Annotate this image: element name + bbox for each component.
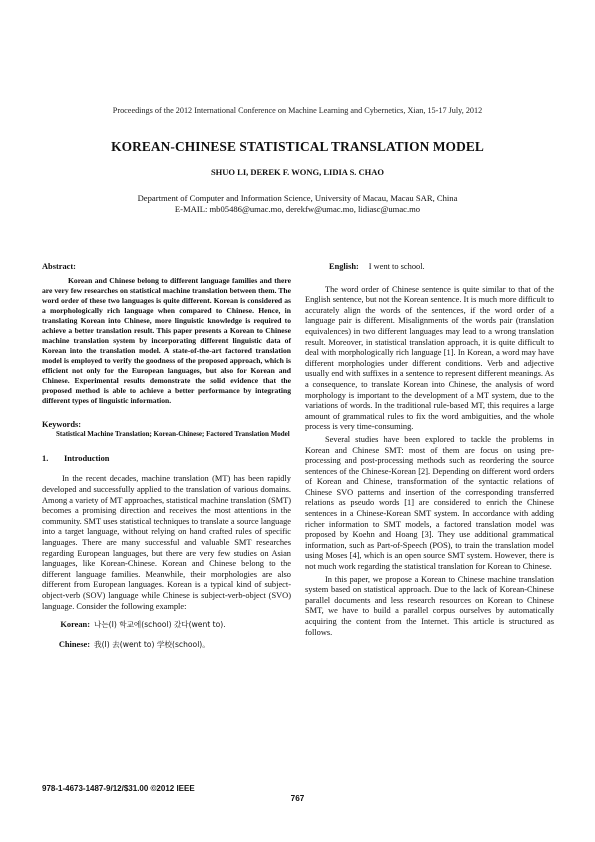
section-heading <box>42 454 291 465</box>
page-number: 767 <box>290 794 305 803</box>
korean-example: 나는(I) 학교에(school) 갔다(went to). <box>94 620 226 630</box>
email-line: E-MAIL: mb05486@umac.mo, derekfw@umac.mo, lidiasc@umac.mo <box>174 204 421 214</box>
proceedings-header: Proceedings of the 2012 International Conference on Machine Learning and Cybernetics, Xian, 15-17 July, 2012 <box>112 106 483 115</box>
left-column <box>42 262 291 652</box>
chinese-label: Chinese: <box>58 640 90 650</box>
affiliation-block <box>0 193 595 215</box>
keywords-text: Statistical Machine Translation; Korean-Chinese; Factored Translation Model <box>56 430 290 439</box>
right-column <box>305 262 554 640</box>
paper-title: KOREAN-CHINESE STATISTICAL TRANSLATION MODEL <box>111 139 484 154</box>
section-title: Introduction <box>64 453 110 463</box>
english-example: I went to school. <box>368 262 425 271</box>
english-label: English: <box>329 262 359 271</box>
example-korean <box>42 617 291 632</box>
isbn-footer: 978-1-4673-1487-9/12/$31.00 ©2012 IEEE <box>42 784 195 793</box>
body-paragraph-2: Several studies have been explored to tackle the problems in Korean and Chinese SMT: most of them are focus on using pre-processing and post-processing methods such as reordering the source sentences of the Chinese-Korean [2]. Depending on different word orders of Korean and Chinese, transformation of the syntactic relations of Chinese SVO patterns and insertion of the corresponding transferred relations as pseudo words [1] are considered to enrich the Chinese sentences in a Chinese-Korean SMT system. In accordance with adding richer information to SMT models, a factored translation model was proposed by Koehn and Hoang [3]. They use additional grammatical information, such as Part-of-Speech (POS), to train the translation model using Moses [4], which is an open source SMT system. However, there is not much work regarding the statistical translation for Korean to Chinese. <box>305 434 554 572</box>
keywords-heading: Keywords: <box>42 419 82 429</box>
abstract-text: Korean and Chinese belong to different language families and there are very few researches on statistical machine translation between them. The word order of these two languages is quite different. Korean is considered as a morphologically rich language when compared to Chinese. Hence, in translating Korean into Chinese, more linguistic knowledge is required to achieve a better translation result. This paper presents a Korean to Chinese machine translation system by incorporating different linguistic data of Korean into the translation model. A state-of-the-art factored translation model is employed to verify the goodness of the proposed approach, which is efficient not only for the European languages, but also for Korean and Chinese. Experimental results demonstrate the solid evidence that the proposed method is able to achieve a better performance by integrating different types of linguistic information. <box>42 275 291 405</box>
section-number: 1. <box>42 453 49 463</box>
affiliation: Department of Computer and Information Science, University of Macau, Macau SAR, China <box>137 193 458 203</box>
example-chinese <box>42 637 291 652</box>
korean-label: Korean: <box>60 620 90 630</box>
body-paragraph-3: In this paper, we propose a Korean to Chinese machine translation system based on statistical approach. Due to the lack of Korean-Chinese parallel documents and less research resources on Korean to Chinese SMT, we have to build a parallel corpus ourselves by automatically acquiring the content from the Internet. This article is structured as follows. <box>305 574 554 637</box>
abstract-heading: Abstract: <box>42 262 76 271</box>
chinese-example: 我(I) 去(went to) 学校(school)。 <box>94 640 210 650</box>
example-english <box>329 262 554 273</box>
body-paragraph-1: The word order of Chinese sentence is quite similar to that of the English sentence, but not the Korean sentence. It is much more difficult to accurately align the words of the sentences, if the word order of a language pair is different. Misalignments of the words pair (translation equivalences) in two different languages may lead to a wrong translation result. Moreover, in statistical translation approach, it is quite difficult to deal with morphologically rich language [1]. In Korean, a word may have different morphologies under different conditions. Verb and adjective usually end with suffixes in a sentence to represent different meanings. As a consequence, to translate Korean into Chinese, the analysis of word morphology is important to the development of a MT system, due to the variations of words. In the traditional rule-based MT, this requires a large amount of grammatical rules to fix the word ambiguities, and the whole process is very time-consuming. <box>305 284 554 432</box>
intro-paragraph: In the recent decades, machine translation (MT) has been rapidly developed and successfully applied to the translation of various domains. Among a variety of MT approaches, statistical machine translation (SMT) becomes a promising direction and receives the most attentions in the community. SMT uses statistical techniques to translate a source language into a target language, without relying on hand crafted rules of specific languages. There are many successful and valuable SMT researches regarding European languages, but there are very few studies on Asian languages, like Korean-Chinese. Korean and Chinese belong to the different language families. Meanwhile, their morphologies are also different from European languages. Korean is a typical kind of subject-object-verb (SOV) language while Chinese is subject-verb-object (SVO) language. Consider the following example: <box>42 474 291 611</box>
author-list: SHUO LI, DEREK F. WONG, LIDIA S. CHAO <box>210 167 385 177</box>
